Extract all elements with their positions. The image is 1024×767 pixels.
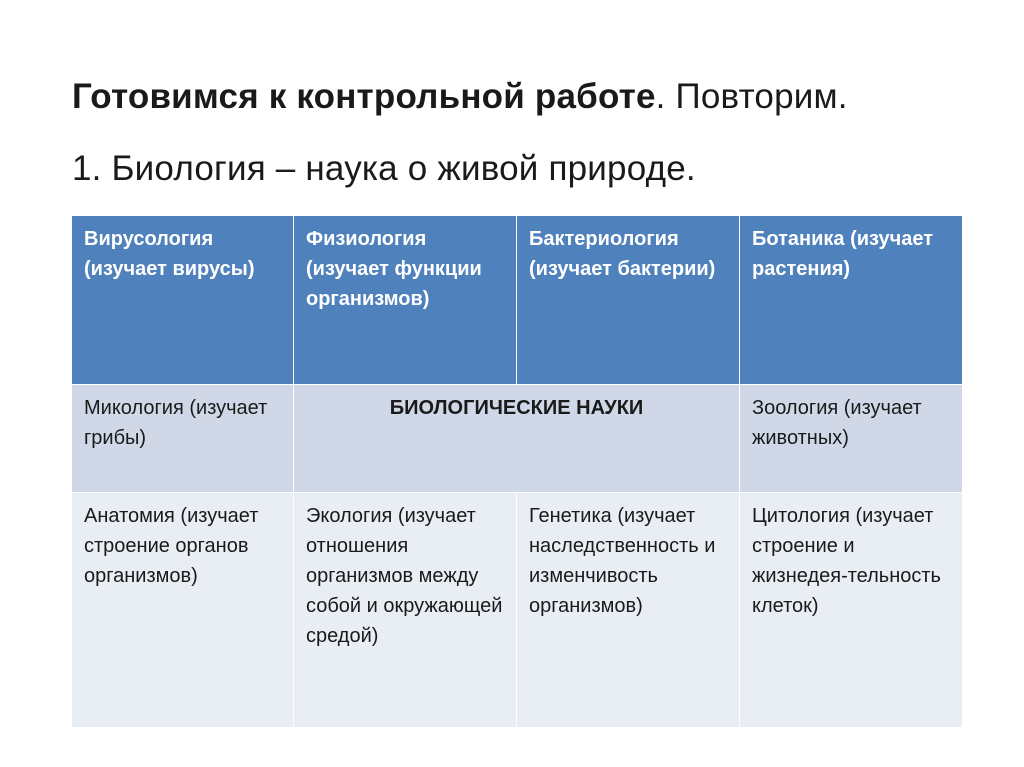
cell-cytology: Цитология (изучает строение и жизнедея-тельность клеток) [740, 493, 963, 728]
table-row [72, 216, 963, 385]
slide-title-bold: Готовимся к контрольной работе [72, 77, 656, 116]
biology-sciences-table [71, 215, 963, 728]
cell-anatomy: Анатомия (изучает строение органов организмов) [72, 493, 294, 728]
cell-bacteriology: Бактериология (изучает бактерии) [517, 216, 740, 385]
table-row [72, 385, 963, 493]
cell-mycology: Микология (изучает грибы) [72, 385, 294, 493]
slide-title [72, 76, 848, 118]
cell-biological-sciences: БИОЛОГИЧЕСКИЕ НАУКИ [294, 385, 740, 493]
cell-genetics: Генетика (изучает наследственность и изменчивость организмов) [517, 493, 740, 728]
cell-zoology: Зоология (изучает животных) [740, 385, 963, 493]
slide-subtitle: 1. Биология – наука о живой природе. [72, 149, 696, 188]
slide-title-rest: . Повторим. [655, 77, 848, 116]
table-row [72, 493, 963, 728]
cell-virology: Вирусология (изучает вирусы) [72, 216, 294, 385]
cell-physiology: Физиология (изучает функции организмов) [294, 216, 517, 385]
cell-ecology: Экология (изучает отношения организмов между собой и окружающей средой) [294, 493, 517, 728]
cell-botany: Ботаника (изучает растения) [740, 216, 963, 385]
